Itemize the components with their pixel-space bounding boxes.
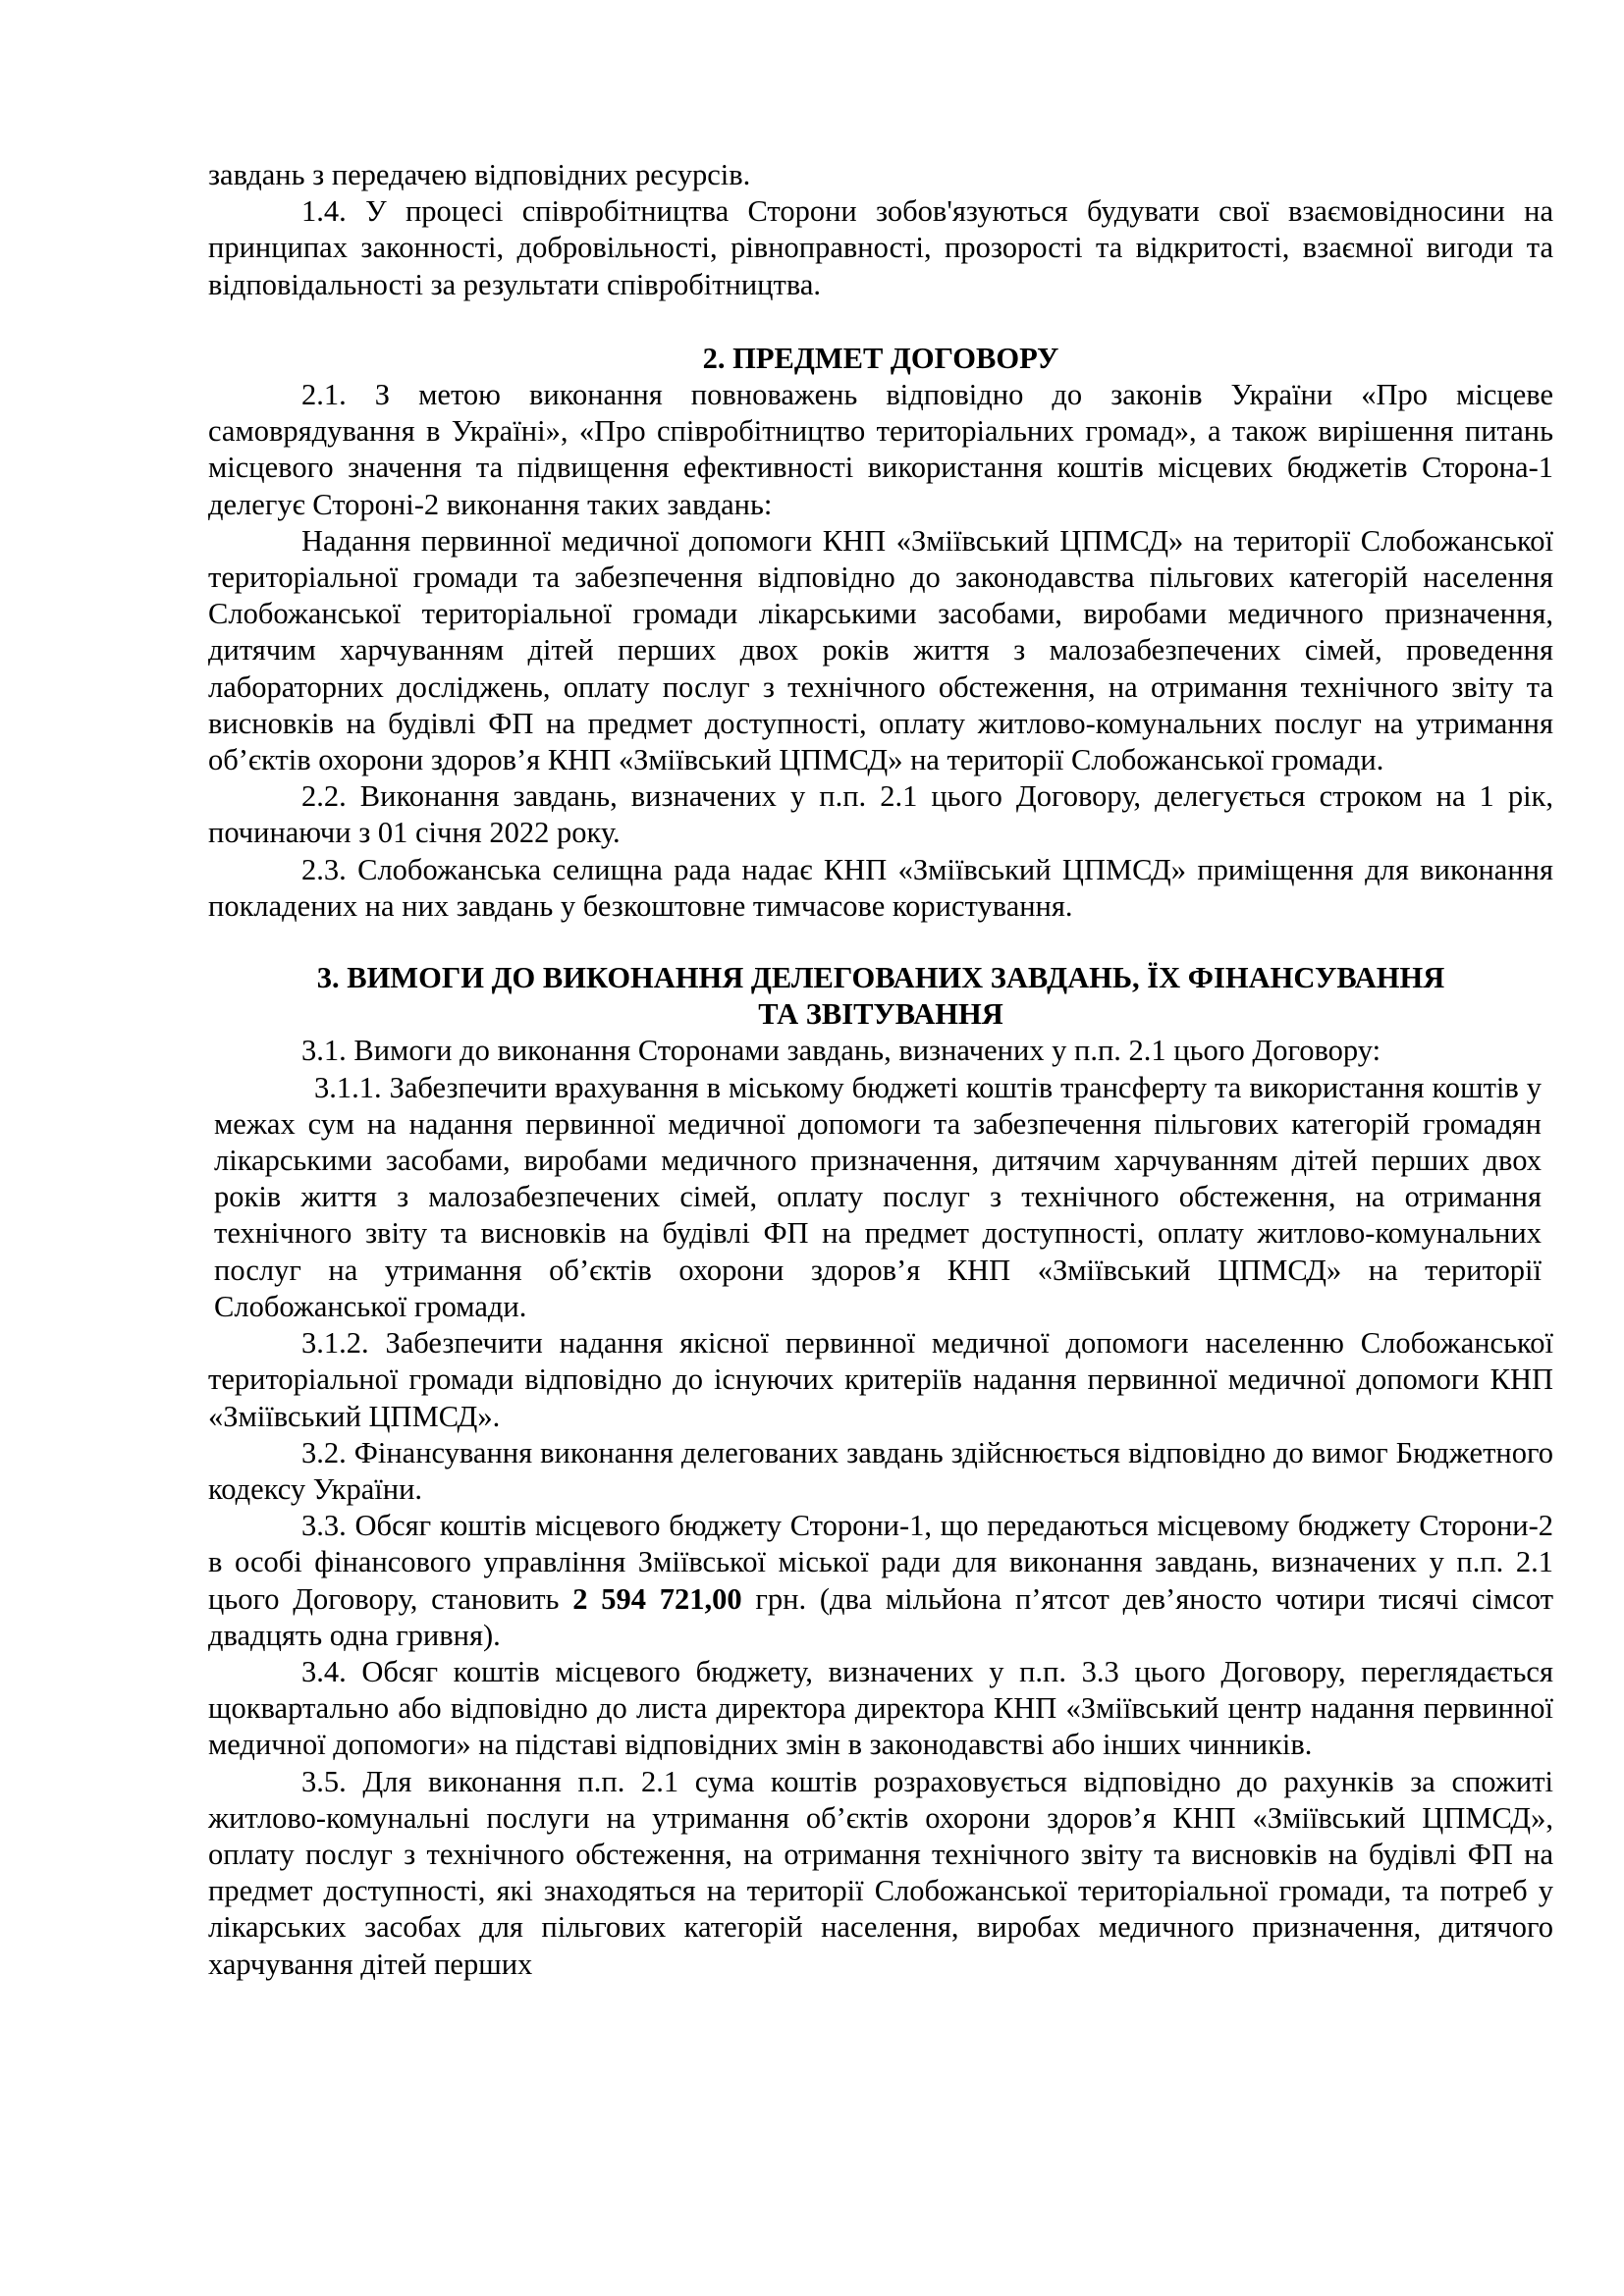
paragraph-2-2: 2.2. Виконання завдань, визначених у п.п. 2.1 цього Договору, делегується строком на 1 рік, починаючи з 01 січня 2022 року. — [208, 779, 1553, 850]
paragraph-3-3-text: 3.3. Обсяг коштів місцевого бюджету Сторони-1, що передаються місцевому бюджету Сторони-2 в особі фінансового управління Зміївської міської ради для виконання завдань, визначених у п.п. 2.1 цього Договору, становить — [208, 1509, 1553, 1616]
subsection-3-1-1-block — [214, 1070, 1542, 1325]
section-3-heading-line-2: ТА ЗВІТУВАННЯ — [758, 997, 1003, 1032]
paragraph-3-3-tail: грн. (два мільйона п’ятсот дев’яносто чотири тисячі сімсот двадцять одна гривня). — [208, 1581, 1554, 1652]
paragraph-continuation: завдань з передачею відповідних ресурсів. — [208, 158, 751, 191]
paragraph-3-1-2: 3.1.2. Забезпечити надання якісної первинної медичної допомоги населенню Слобожанської територіальної громади відповідно до існуючих критеріїв надання первинної медичної допомоги КНП «Зміївський ЦПМСД». — [208, 1326, 1553, 1433]
paragraph-1-4: 1.4. У процесі співробітництва Сторони зобов'язуються будувати свої взаємовідносини на принципах законності, добровільності, рівноправності, прозорості та відкритості, взаємної вигоди та відповідальності за результати співробітництва. — [208, 194, 1553, 301]
section-2-heading: 2. ПРЕДМЕТ ДОГОВОРУ — [702, 341, 1059, 375]
document-page — [208, 157, 1553, 1983]
paragraph-3-2: 3.2. Фінансування виконання делегованих завдань здійснюється відповідно до вимог Бюджетного кодексу України. — [208, 1435, 1553, 1506]
paragraph-3-4: 3.4. Обсяг коштів місцевого бюджету, визначених у п.п. 3.3 цього Договору, переглядається щоквартально або відповідно до листа директора директора КНП «Зміївський центр надання первинної медичної допомоги» на підставі відповідних змін в законодавстві або інших чинників. — [208, 1654, 1553, 1762]
paragraph-3-1-1: 3.1.1. Забезпечити врахування в міському бюджеті коштів трансферту та використання коштів у межах сум на надання первинної медичної допомоги та забезпечення пільгових категорій громадян лікарськими засобами, виробами медичного призначення, дитячим харчуванням дітей перших двох років життя з малозабезпечених сімей, оплату послуг з технічного обстеження, на отримання технічного звіту та висновків на будівлі ФП на предмет доступності, оплату житлово-комунальних послуг на утримання об’єктів охорони здоров’я КНП «Зміївський ЦПМСД» на території Слобожанської громади. — [214, 1070, 1542, 1323]
paragraph-2-3: 2.3. Слобожанська селищна рада надає КНП «Зміївський ЦПМСД» приміщення для виконання покладених на них завдань у безкоштовне тимчасове користування. — [208, 852, 1553, 923]
paragraph-2-1-task: Надання первинної медичної допомоги КНП «Зміївський ЦПМСД» на території Слобожанської територіальної громади та забезпечення відповідно до законодавства пільгових категорій населення Слобожанської територіальної громади лікарськими засобами, виробами медичного призначення, дитячим харчуванням дітей перших двох років життя з малозабезпечених сімей, проведення лабораторних досліджень, оплату послуг з технічного обстеження, на отримання технічного звіту та висновків на будівлі ФП на предмет доступності, оплату житлово-комунальних послуг на утримання об’єктів охорони здоров’я КНП «Зміївський ЦПМСД» на території Слобожанської громади. — [208, 523, 1553, 777]
amount-value: 2 594 721,00 — [572, 1581, 742, 1616]
section-3-heading-line-1: 3. ВИМОГИ ДО ВИКОНАННЯ ДЕЛЕГОВАНИХ ЗАВДАНЬ, ЇХ ФІНАНСУВАННЯ — [316, 961, 1445, 995]
paragraph-3-3 — [208, 1508, 1553, 1654]
section-3-heading — [208, 960, 1553, 1033]
paragraph-2-1: 2.1. З метою виконання повноважень відповідно до законів України «Про місцеве самоврядування в Україні», «Про співробітництво територіальних громад», а також вирішення питань місцевого значення та підвищення ефективності використання коштів місцевих бюджетів Сторона-1 делегує Стороні-2 виконання таких завдань: — [208, 378, 1553, 521]
paragraph-3-5: 3.5. Для виконання п.п. 2.1 сума коштів розраховується відповідно до рахунків за спожиті житлово-комунальні послуги на утримання об’єктів охорони здоров’я КНП «Зміївський ЦПМСД», оплату послуг з технічного обстеження, на отримання технічного звіту та висновків на будівлі ФП на предмет доступності, які знаходяться на території Слобожанської територіальної громади, та потреб у лікарських засобах для пільгових категорій населення, виробах медичного призначення, дитячого харчування дітей перших — [208, 1764, 1553, 1981]
paragraph-3-1: 3.1. Вимоги до виконання Сторонами завдань, визначених у п.п. 2.1 цього Договору: — [301, 1034, 1381, 1068]
